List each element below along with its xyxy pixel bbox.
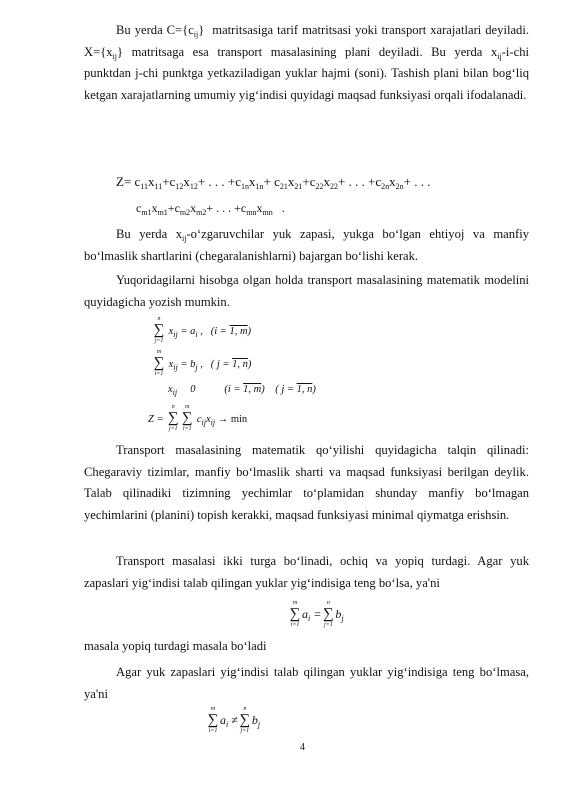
paragraph-variables: Bu yerda $x_{ij}-o‘zgaruvchilar$ yuk zapasi, yukga bo‘lgan ehtiyoj va manfiy bo‘lmaslik shartlarini (chegaralanishlarni) bajargan bo‘lishi kerak. <box>84 227 529 263</box>
paragraph-open-condition: Agar yuk zapaslari yig‘indisi talab qilingan yuklar yig‘indisiga teng bo‘lmasa, ya'ni <box>84 665 529 701</box>
paragraph-types: Transport masalasi ikki turga bo‘linadi, ochiq va yopiq turdagi. Agar yuk zapaslari yig‘indisi talab qilingan yuklar yig‘indisiga teng bo‘lsa, ya'ni <box>84 554 529 590</box>
paragraph-formulation: Transport masalasining matematik qo‘yilishi quyidagicha talqin qilinadi: Chegaraviy tizimlar, manfiy bo‘lmaslik sharti va maqsad funksiyasi berilgan deylik. Talab qilinadiki tizimning yechimlar to‘plamidan shunday manfiy bo‘lmagan yechimlarini (planini) topish kerakki, maqsad funksiyasi minimal qiymatga erishsin. <box>84 443 529 522</box>
objective-function-line-2: $c_{m1}x_{m1}+c_{m2}x_{m2}+$ . . . $+c_{mn}x_{mn}$ . <box>136 201 285 217</box>
model-nonnegativity: $x_{ij}$ 0 (i = 1, m) ( j = 1, n) <box>168 384 316 397</box>
model-supply-constraint: n ∑ j=1 $x_{ij} = a_i$ , (i = 1, m) <box>153 316 252 344</box>
paragraph-closed-result: masala yopiq turdagi masala bo‘ladi <box>84 639 267 653</box>
equation-open: m ∑ i=1 $a_i$ ≠ n ∑ j=1 $b_j$ <box>207 706 261 734</box>
model-demand-constraint: m ∑ i=1 $x_{ij} = b_j$ , ( j = 1, n) <box>153 349 252 377</box>
paragraph-cost-matrix: Bu yerda $C=\{c_{ij}\}$ matritsasiga tarif matritsasi yoki transport xarajatlari deyiladi. $X=\{x_{ij}\}$ matritsaga esa transport masalasining plani deyiladi. Bu yerda $x_{ij}-i$-chi punktdan j-chi punktga yetkaziladigan yuklar hajmi (soni). Tashish plani bilan bog‘liq ketgan xarajatlarning umumiy yig‘indisi quyidagi maqsad funksiyasi orqali ifodalanadi. <box>84 23 529 102</box>
model-objective: Z = n ∑ j=1 m ∑ i=1 $c_{ij}x_{ij} \to \min$ <box>148 404 248 432</box>
objective-function-line-1: $Z= c_{11}x_{11}+c_{12}x_{12}+$ . . . $+c_{1n}x_{1n}+ c_{21}x_{21}+c_{22}x_{22}+$ . . . $+c_{2n}x_{2n}+$ . . . <box>116 174 431 191</box>
page-number: 4 <box>300 742 305 753</box>
equation-closed: m ∑ i=1 $a_i$ = n ∑ j=1 $b_j$ <box>289 600 344 628</box>
paragraph-model-intro: Yuqoridagilarni hisobga olgan holda transport masalasining matematik modelini quyidagicha yozish mumkin. <box>84 273 529 309</box>
